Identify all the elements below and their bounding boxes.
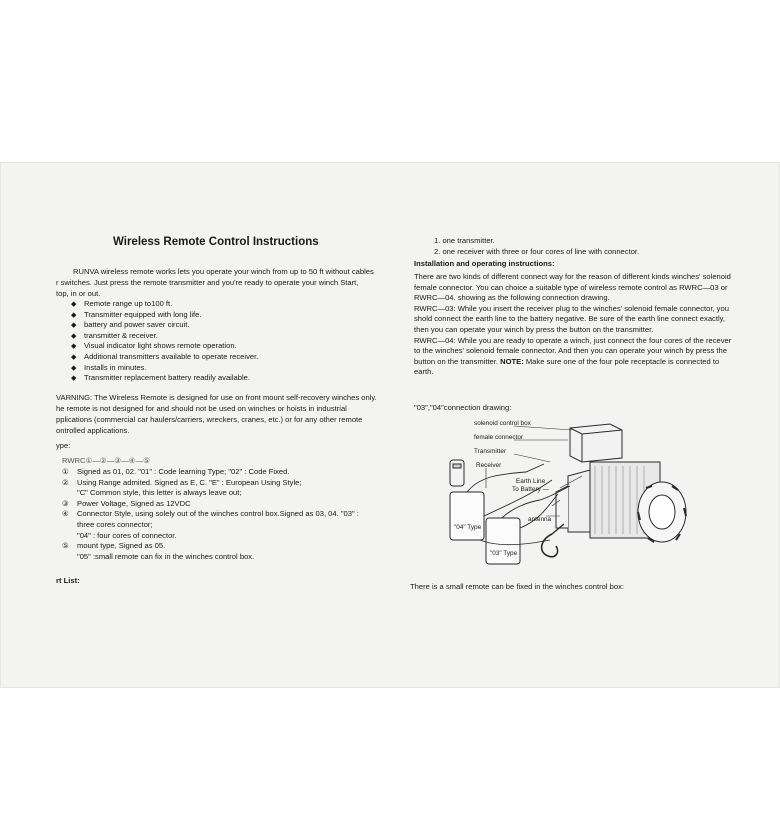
- warning-line-4: ontrolled applications.: [56, 426, 130, 435]
- list-item: ④ Connector Style, using solely out of the winches control box.Signed as 03, 04. "03" :: [62, 509, 359, 519]
- package-item-1: 1. one transmitter.: [434, 236, 495, 245]
- intro-line-3: top, in or out.: [56, 289, 101, 298]
- paragraph-line: earth.: [414, 367, 434, 377]
- diamond-bullet-icon: ◆: [71, 364, 77, 372]
- paragraph-line: female connector. You can choice a suitable type of wireless remote control as RWRC—03 or: [414, 282, 728, 292]
- type-heading: ype:: [56, 441, 71, 450]
- paragraph-line: RWRC—04: While you are ready to operate a winch, just connect the four cores of the recever: [414, 335, 732, 345]
- warning-line-3: pplications (commercial car haulers/carriers, wreckers, cranes, etc.) or for any other remote: [56, 415, 363, 424]
- diamond-bullet-icon: ◆: [71, 375, 77, 383]
- diamond-bullet-icon: ◆: [71, 332, 77, 340]
- to-battery-label: To Battery —: [512, 486, 549, 493]
- list-item: ◆ Additional transmitters available to operate receiver.: [71, 352, 258, 363]
- diamond-bullet-icon: ◆: [71, 311, 77, 319]
- installation-heading: Installation and operating instructions:: [414, 259, 555, 268]
- bottom-caption: There is a small remote can be fixed in the winches control box:: [410, 582, 624, 591]
- list-item: "C" Common style, this letter is always leave out;: [77, 488, 242, 498]
- antenna-label: antenna: [528, 516, 552, 523]
- list-item: three cores connector;: [77, 519, 153, 529]
- list-item: ◆ battery and power saver circuit.: [71, 320, 258, 331]
- list-item: ◆ transmitter & receiver.: [71, 331, 258, 342]
- list-item: ⑤ mount type, Signed as 05.: [62, 541, 166, 551]
- type-03-label: "03" Type: [490, 550, 518, 557]
- drawing-caption: "03","04"connection drawing:: [414, 403, 512, 412]
- diamond-bullet-icon: ◆: [71, 322, 77, 330]
- earth-line-label: Earth Line: [516, 478, 546, 485]
- list-item: ◆ Transmitter replacement battery readily available.: [71, 373, 258, 384]
- diamond-bullet-icon: ◆: [71, 353, 77, 361]
- diamond-bullet-icon: ◆: [71, 301, 77, 308]
- type-04-label: "04" Type: [454, 524, 482, 531]
- list-item: ② Using Range admited. Signed as E, C. "E" : European Using Style;: [62, 477, 302, 487]
- list-item: ③ Power Voltage, Signed as 12VDC: [62, 498, 191, 508]
- intro-line-2: r switches. Just press the remote transmitter and you're ready to operate your winch Start,: [56, 278, 359, 287]
- connection-diagram: [440, 416, 690, 572]
- left-page-title: Wireless Remote Control Instructions: [113, 236, 319, 248]
- paragraph-line: then you can operate your winch by press the button on the transmitter.: [414, 324, 654, 334]
- warning-line-1: VARNING: The Wireless Remote is designed for use on front mount self-recovery winches only.: [56, 393, 377, 402]
- paragraph-line: RWRC—04. showing as the following connection drawing.: [414, 293, 610, 303]
- list-item: ◆ Transmitter equipped with long life.: [71, 310, 258, 321]
- intro-line-1: RUNVA wireless remote works lets you operate your winch from up to 50 ft without cables: [73, 267, 374, 276]
- list-item: ◆ Visual indicator light shows remote operation.: [71, 341, 258, 352]
- model-code: RWRC①—②—③—④—⑤: [62, 456, 150, 465]
- package-item-2: 2. one receiver with three or four cores of line with connector.: [434, 247, 640, 256]
- paragraph-line: There are two kinds of different connect way for the reason of different kinds winches' solenoid: [414, 272, 731, 281]
- type-list: [62, 467, 359, 562]
- note-label: NOTE:: [500, 356, 524, 366]
- list-item: ① Signed as 01, 02. "01" : Code learning Type; "02" : Code Fixed.: [62, 467, 290, 476]
- female-connector-label: female connector: [474, 434, 524, 441]
- list-item: "05" :small remote can fix in the winches control box.: [77, 551, 255, 561]
- diamond-bullet-icon: ◆: [71, 343, 77, 351]
- paragraph-line: shold connect the earth line to the battery negative. Be sure of the earth line connect exactly,: [414, 314, 725, 324]
- list-item: "04" : four cores of connector.: [77, 530, 177, 540]
- control-box-label: solenoid control box: [474, 420, 531, 427]
- part-list-heading: rt List:: [56, 576, 80, 585]
- transmitter-label: Transmitter: [474, 448, 507, 455]
- list-item: ◆ Remote range up to100 ft.: [71, 299, 258, 310]
- feature-list: [71, 299, 258, 384]
- paragraph-line: to the winches' solenoid female connector. And then you can operate your winch by press the: [414, 346, 727, 356]
- installation-paragraph: [414, 272, 731, 378]
- warning-line-2: he remote is not designed for and should not be used on winches or hoists in industrial: [56, 404, 347, 413]
- list-item: ◆ Installs in minutes.: [71, 363, 258, 374]
- receiver-label: Receiver: [476, 462, 502, 469]
- paragraph-line: RWRC—03: While you insert the receiver plug to the winches' solenoid female connector, you: [414, 303, 729, 313]
- paragraph-line: button on the transmitter. NOTE: Make sure one of the four pole receptacle is connected to: [414, 356, 720, 366]
